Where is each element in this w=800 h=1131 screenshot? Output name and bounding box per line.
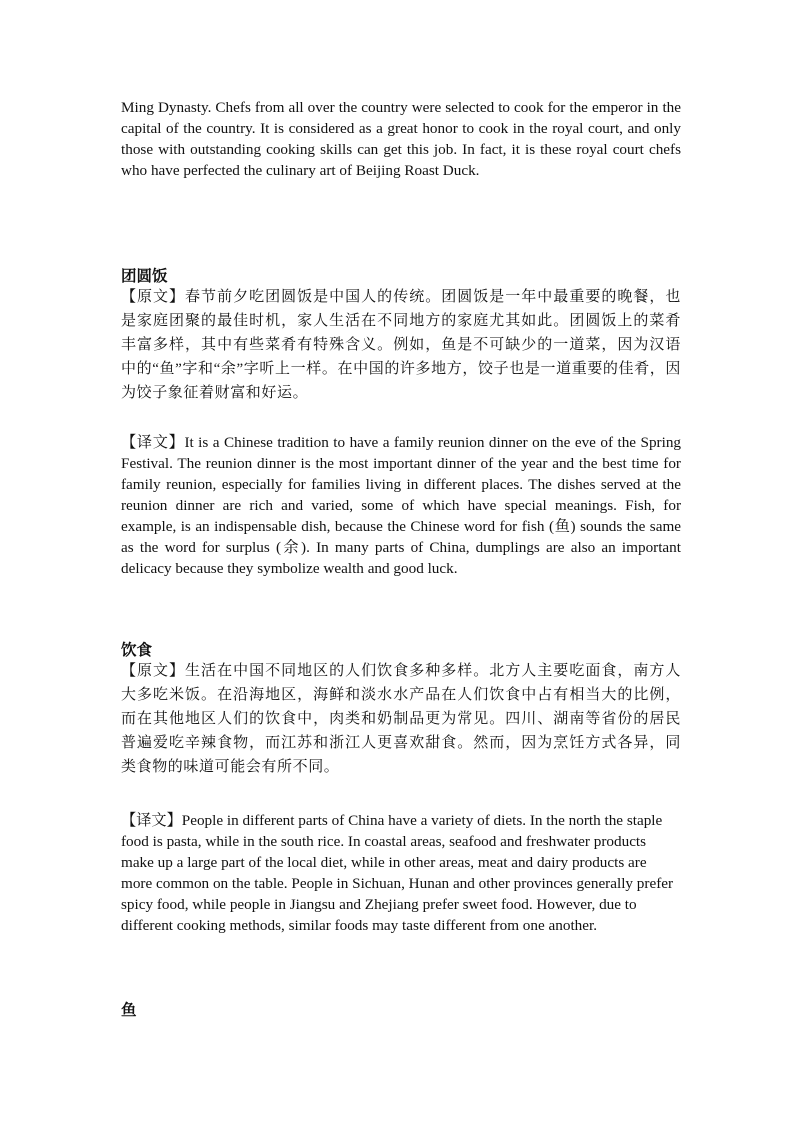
reunion-dinner-original-text: 春节前夕吃团圆饭是中国人的传统。团圆饭是一年中最重要的晚餐，也是家庭团聚的最佳时机，家人生活在不同地方的家庭尤其如此。团圆饭上的菜肴丰富多样，其中有些菜肴有特殊含义。例如，鱼是不可缺少的一道菜，因为汉语中的“鱼”字和“余”字听上一样。在中国的许多地方，饺子也是一道重要的佳肴，因为饺子象征着财富和好运。 <box>121 289 681 401</box>
diet-original-paragraph <box>121 659 681 779</box>
reunion-dinner-translation-paragraph <box>121 432 681 579</box>
original-tag: 【原文】 <box>121 663 186 679</box>
section-heading-diet: 饮食 <box>121 642 153 659</box>
reunion-dinner-original-paragraph <box>121 285 681 405</box>
section-heading-fish: 鱼 <box>121 1002 137 1019</box>
diet-original-text: 生活在中国不同地区的人们饮食多种多样。北方人主要吃面食，南方人大多吃米饭。在沿海地区，海鲜和淡水水产品在人们饮食中占有相当大的比例，而在其他地区人们的饮食中，肉类和奶制品更为常见。四川、湖南等省份的居民普遍爱吃辛辣食物，而江苏和浙江人更喜欢甜食。然而，因为烹饪方式各异，同类食物的味道可能会有所不同。 <box>121 663 681 775</box>
translation-tag: 【译文】 <box>121 434 185 451</box>
translation-tag: 【译文】 <box>121 812 182 829</box>
diet-translation-text: People in different parts of China have a variety of diets. In the north the staple food is pasta, while in the south rice. In coastal areas, seafood and freshwater products make up a large part of the local diet, while in other areas, meat and dairy products are more common on the table. People in Sichuan, Hunan and other provinces generally prefer spicy food, while people in Jiangsu and Zhejiang prefer sweet food. However, due to different cooking methods, similar foods may taste different from one another. <box>121 812 674 934</box>
section-heading-reunion-dinner: 团圆饭 <box>121 268 168 285</box>
intro-paragraph: Ming Dynasty. Chefs from all over the country were selected to cook for the emperor in the capital of the country. It is considered as a great honor to cook in the royal court, and only those with outstanding cooking skills can get this job. In fact, it is these royal court chefs who have perfected the culinary art of Beijing Roast Duck. <box>121 99 681 179</box>
reunion-dinner-translation-text: It is a Chinese tradition to have a family reunion dinner on the eve of the Spring Festival. The reunion dinner is the most important dinner of the year and the best time for family reunion, especially for families living in different places. The dishes served at the reunion dinner are rich and varied, some of which have special meanings. Fish, for example, is an indispensable dish, because the Chinese word for fish (鱼) sounds the same as the word for surplus (余). In many parts of China, dumplings are also an important delicacy because they symbolize wealth and good luck. <box>121 434 682 577</box>
diet-translation-paragraph <box>121 810 681 936</box>
original-tag: 【原文】 <box>121 289 186 305</box>
